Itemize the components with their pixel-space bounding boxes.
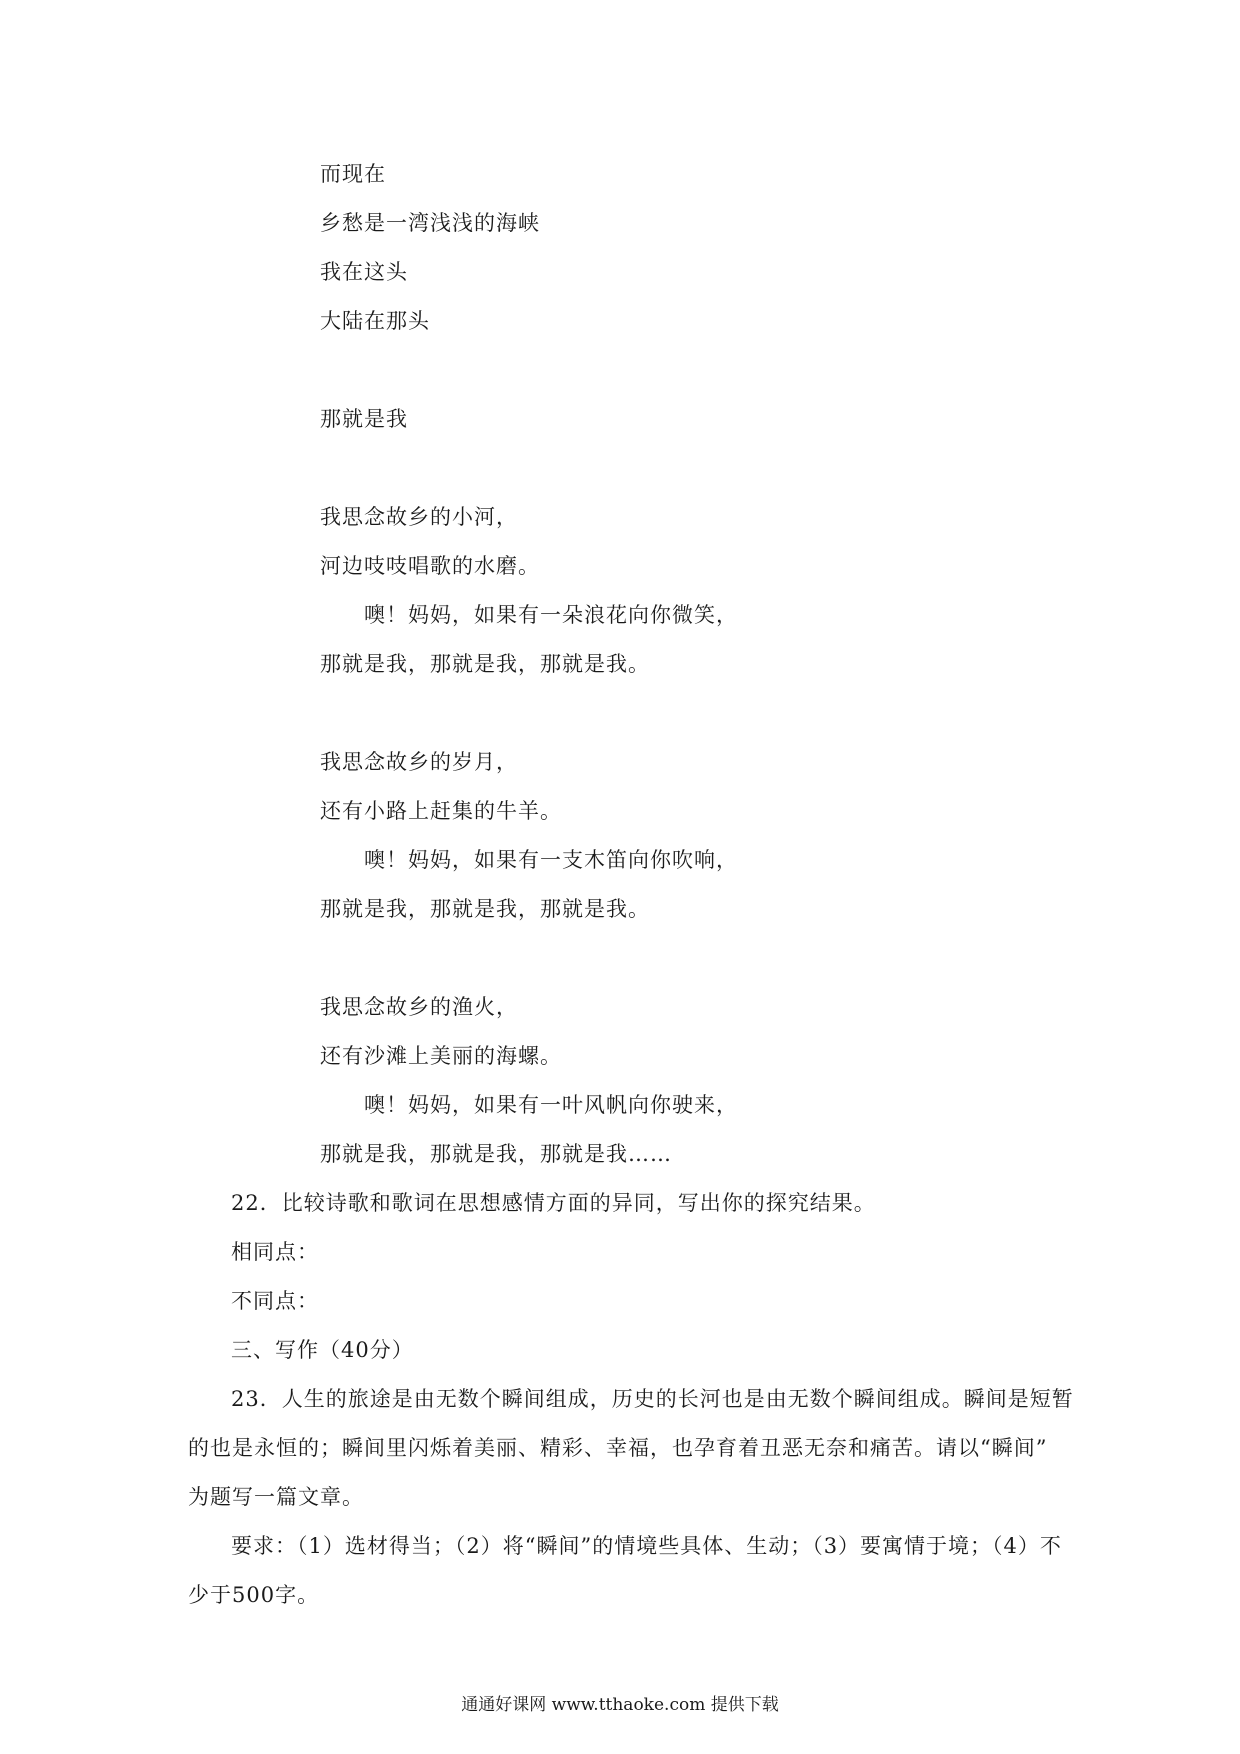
question-23-text: 为题写一篇文章。 [188,1485,364,1509]
poem-line: 乡愁是一湾浅浅的海峡 [320,211,540,235]
song-title: 那就是我 [320,407,408,431]
song-line: 那就是我，那就是我，那就是我。 [320,652,650,676]
question-22-same: 相同点： [231,1240,319,1264]
song-line: 我思念故乡的小河， [320,505,518,529]
song-line: 我思念故乡的渔火， [320,995,518,1019]
song-line: 噢！妈妈，如果有一叶风帆向你驶来， [364,1093,738,1117]
question-23-requirements: 要求：（1）选材得当；（2）将“瞬间”的情境些具体、生动；（3）要寓情于境；（4）不 [231,1534,1062,1558]
song-line: 还有沙滩上美丽的海螺。 [320,1044,562,1068]
question-23-text: 23．人生的旅途是由无数个瞬间组成，历史的长河也是由无数个瞬间组成。瞬间是短暂 [231,1387,1074,1411]
song-line: 我思念故乡的岁月， [320,750,518,774]
question-23-text: 的也是永恒的；瞬间里闪烁着美丽、精彩、幸福，也孕育着丑恶无奈和痛苦。请以“瞬间” [188,1436,1048,1460]
song-line: 还有小路上赶集的牛羊。 [320,799,562,823]
question-22-prompt: 22．比较诗歌和歌词在思想感情方面的异同，写出你的探究结果。 [231,1191,876,1215]
section-heading: 三、写作（40分） [231,1338,414,1362]
song-line: 河边吱吱唱歌的水磨。 [320,554,540,578]
song-line: 噢！妈妈，如果有一朵浪花向你微笑， [364,603,738,627]
page-footer: 通通好课网 www.tthaoke.com 提供下载 [461,1695,779,1715]
question-23-requirements: 少于500字。 [188,1583,320,1607]
song-line: 那就是我，那就是我，那就是我…… [320,1142,672,1166]
poem-line: 我在这头 [320,260,408,284]
song-line: 噢！妈妈，如果有一支木笛向你吹响， [364,848,738,872]
poem-line: 大陆在那头 [320,309,430,333]
poem-line: 而现在 [320,162,386,186]
song-line: 那就是我，那就是我，那就是我。 [320,897,650,921]
question-22-different: 不同点： [231,1289,319,1313]
